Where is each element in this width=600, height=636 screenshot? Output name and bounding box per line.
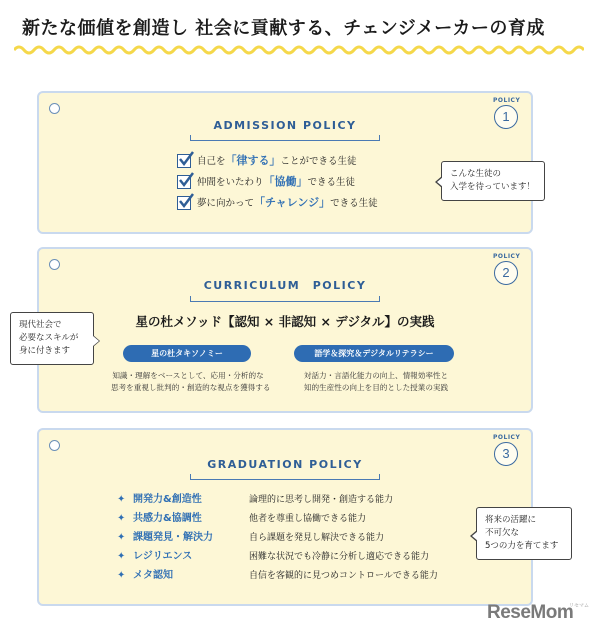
- ability-label: 共感力&協調性: [133, 513, 202, 524]
- list-item: [177, 173, 378, 194]
- bubble-tail: [435, 176, 442, 188]
- admission-note-bubble: [441, 161, 545, 201]
- note-line: 入学を待っています！: [450, 182, 536, 192]
- item-text: ことができる生徒: [280, 156, 357, 167]
- ability-text: 自信を客観的に見つめコントロールできる能力: [249, 571, 438, 581]
- checkbox-icon: [177, 196, 191, 210]
- card-hole: [49, 259, 60, 270]
- note-line: 必要なスキルが: [19, 333, 79, 343]
- ability-label: メタ認知: [133, 570, 173, 581]
- curriculum-description: [111, 370, 271, 394]
- list-item: [117, 547, 438, 566]
- description-line: 思考を重視し批判的・創造的な視点を獲得する: [111, 383, 271, 392]
- policy-badge-number: 3: [494, 442, 518, 466]
- note-line: 不可欠な: [485, 528, 520, 538]
- card-hole: [49, 103, 60, 114]
- graduation-policy-card: [37, 428, 533, 606]
- page-title: 新たな価値を創造し 社会に貢献する、チェンジメーカーの育成: [22, 18, 545, 39]
- item-keyword: 「チャレンジ」: [254, 196, 331, 209]
- curriculum-policy-card: [37, 247, 533, 413]
- ability-label: レジリエンス: [133, 551, 193, 562]
- policy-title: [190, 119, 380, 141]
- sparkle-icon: ✦: [117, 551, 126, 562]
- policy-title: [190, 458, 380, 480]
- policy-badge: [493, 97, 519, 129]
- policy-badge-label: POLICY: [493, 434, 521, 441]
- graduation-list: [117, 490, 438, 585]
- bubble-tail: [470, 530, 477, 542]
- note-line: 身に付きます: [19, 346, 71, 356]
- curriculum-description: [291, 370, 461, 394]
- ability-text: 論理的に思考し開発・創造する能力: [249, 495, 394, 505]
- sparkle-icon: ✦: [117, 532, 126, 543]
- checkbox-icon: [177, 175, 191, 189]
- card-hole: [49, 440, 60, 451]
- policy-title-text: ADMISSION POLICY: [213, 119, 357, 132]
- resemom-logo-sub: リセマム: [569, 603, 589, 609]
- curriculum-pill: 星の杜タキソノミー: [123, 345, 251, 362]
- wave-divider: [14, 44, 584, 56]
- note-line: 将来の活躍に: [485, 515, 537, 525]
- policy-badge: [493, 434, 519, 466]
- description-line: 知的生産性の向上を目的とした授業の実践: [303, 383, 449, 392]
- ability-text: 他者を尊重し協働できる能力: [249, 514, 367, 524]
- title-underline: [190, 296, 380, 302]
- policy-badge-number: 1: [494, 105, 518, 129]
- ability-label: 課題発見・解決力: [133, 532, 213, 543]
- policy-badge-number: 2: [494, 261, 518, 285]
- sparkle-icon: ✦: [117, 513, 126, 524]
- sparkle-icon: ✦: [117, 570, 126, 581]
- note-line: 5つの力を育てます: [485, 541, 559, 551]
- item-keyword: 「協働」: [263, 175, 308, 188]
- description-line: 対話力・言語化能力の向上、情報効率性と: [303, 371, 449, 380]
- title-underline: [190, 135, 380, 141]
- list-item: [117, 509, 438, 528]
- item-text: できる生徒: [307, 177, 356, 188]
- note-line: 現代社会で: [19, 320, 62, 330]
- curriculum-note-bubble: [10, 312, 94, 365]
- checkbox-icon: [177, 154, 191, 168]
- item-text: 仲間をいたわり: [197, 177, 264, 188]
- policy-title: [190, 277, 380, 302]
- policy-title-text: GRADUATION POLICY: [207, 458, 363, 471]
- policy-title-text: CURRICULUM POLICY: [203, 279, 367, 292]
- curriculum-pill: 語学＆探究＆デジタルリテラシー: [294, 345, 454, 362]
- ability-text: 自ら課題を発見し解決できる能力: [249, 533, 385, 543]
- admission-list: [177, 152, 378, 215]
- item-text: 自己を: [197, 156, 226, 167]
- description-line: 知識・理解をベースとして、応用・分析的な: [112, 371, 264, 380]
- list-item: [117, 490, 438, 509]
- policy-badge-label: POLICY: [493, 253, 521, 260]
- list-item: [117, 566, 438, 585]
- resemom-logo: ReseMom: [487, 602, 574, 623]
- item-text: 夢に向かって: [197, 198, 255, 209]
- list-item: [117, 528, 438, 547]
- bubble-tail: [93, 335, 100, 347]
- title-underline: [190, 474, 380, 480]
- list-item: [177, 194, 378, 215]
- curriculum-headline: 星の杜メソッド【認知 × 非認知 × デジタル】の実践: [135, 314, 435, 329]
- ability-text: 困難な状況でも冷静に分析し適応できる能力: [249, 552, 430, 562]
- item-keyword: 「律する」: [225, 154, 281, 167]
- policy-badge: [493, 253, 519, 285]
- policy-badge-label: POLICY: [493, 97, 521, 104]
- note-line: こんな生徒の: [450, 169, 502, 179]
- list-item: [177, 152, 378, 173]
- item-text: できる生徒: [330, 198, 378, 209]
- ability-label: 開発力&創造性: [133, 494, 202, 505]
- sparkle-icon: ✦: [117, 494, 126, 505]
- graduation-note-bubble: [476, 507, 572, 560]
